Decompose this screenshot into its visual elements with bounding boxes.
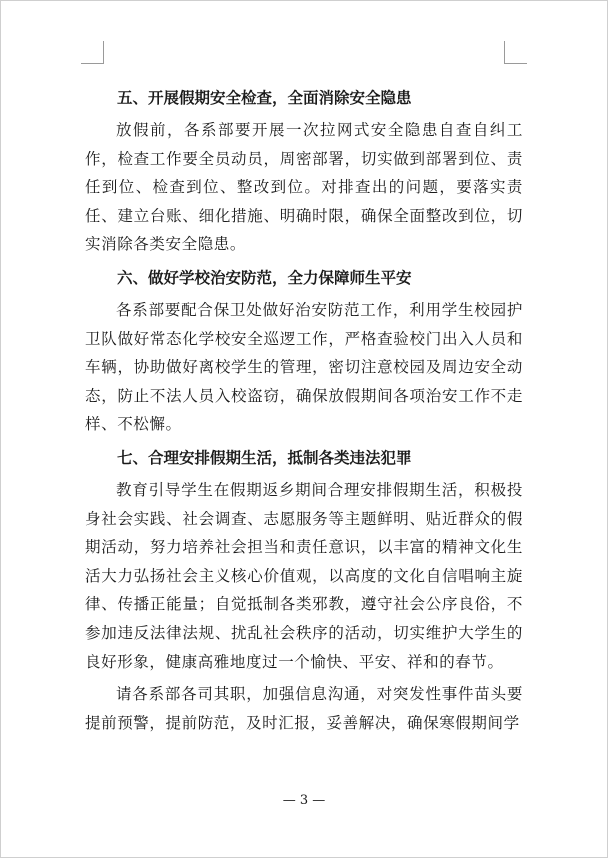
section-heading: 五、开展假期安全检查，全面消除安全隐患 (117, 89, 412, 107)
section-paragraph: 各系部要配合保卫处做好治安防范工作，利用学生校园护卫队做好常态化学校安全巡逻工作，严格查验校门出入人员和车辆，协助做好离校学生的管理，密切注意校园及周边安全动态，防止不法人员入校盗窃，确保放假期间各项治安工作不走样、不松懈。 (85, 300, 523, 434)
corner-mark-top-left (81, 41, 104, 64)
section-paragraph: 请各系部各司其职，加强信息沟通，对突发性事件苗头要提前预警，提前防范，及时汇报，妥善解决，确保寒假期间学 (85, 685, 523, 732)
section-paragraph: 教育引导学生在假期返乡期间合理安排假期生活，积极投身社会实践、社会调查、志愿服务等主题鲜明、贴近群众的假期活动，努力培养社会担当和责任意识，以丰富的精神文化生活大力弘扬社会主义核心价值观，以高度的文化自信唱响主旋律、传播正能量；自觉抵制各类邪教，遵守社会公序良俗，不参加违反法律法规、扰乱社会秩序的活动，切实维护大学生的良好形象，健康高雅地度过一个愉快、平安、祥和的春节。 (85, 480, 523, 671)
page-number: — 3 — (282, 793, 326, 808)
corner-mark-top-right (504, 41, 527, 64)
section-paragraph: 放假前，各系部要开展一次拉网式安全隐患自查自纠工作，检查工作要全员动员，周密部署，切实做到部署到位、责任到位、检查到位、整改到位。对排查出的问题，要落实责任、建立台账、细化措施、明确时限，确保全面整改到位，切实消除各类安全隐患。 (85, 121, 523, 254)
section-heading: 六、做好学校治安防范，全力保障师生平安 (117, 268, 412, 287)
document-body (85, 83, 523, 741)
section-heading: 七、合理安排假期生活，抵制各类违法犯罪 (117, 448, 412, 467)
